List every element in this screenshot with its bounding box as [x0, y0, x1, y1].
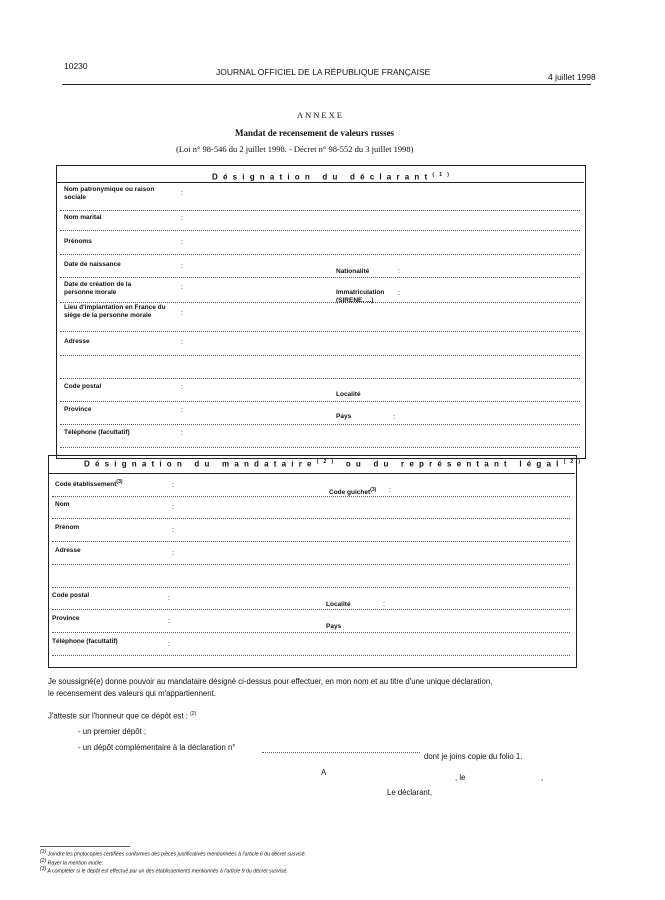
- colon: :: [172, 550, 174, 557]
- label-nom: Nom patronymique ou raison sociale: [64, 186, 155, 201]
- mandataire-heading-rule: [49, 473, 575, 474]
- date-label: , le: [455, 773, 466, 782]
- field-line-code-postal-mandataire[interactable]: [52, 609, 570, 610]
- label-prenoms: Prénoms: [64, 238, 92, 245]
- footnote-1: $^{(1)}$ Joindre les photocopies certifiées conformes des pièces justificatives mentionnées à l'article 6 du décret susvisé.: [40, 849, 307, 858]
- annexe-heading: ANNEXE: [297, 110, 344, 120]
- colon: :: [168, 618, 170, 625]
- colon: :: [168, 595, 170, 602]
- publication-date: 4 juillet 1998: [548, 72, 596, 82]
- footnote-rule: [40, 846, 130, 847]
- date-separator: ,: [541, 773, 544, 782]
- colon: :: [181, 339, 183, 346]
- colon: :: [383, 601, 385, 608]
- label-prenom-mandataire: Prénom: [55, 524, 80, 531]
- colon: :: [398, 290, 400, 297]
- colon: :: [181, 284, 183, 291]
- field-line-creation[interactable]: [60, 302, 580, 303]
- label-code-postal: Code postal: [64, 383, 102, 390]
- mandate-statement-line1: Je soussigné(e) donne pouvoir au mandataire désigné ci-dessus pour effectuer, en mon nom et au titre d'une unique déclaration,: [48, 677, 493, 686]
- colon: :: [168, 641, 170, 648]
- label-adresse: Adresse: [64, 338, 90, 345]
- field-line-prenom-mandataire[interactable]: [52, 541, 570, 542]
- field-line-adresse-2[interactable]: [60, 378, 580, 379]
- label-creation: Date de création de la personne morale: [64, 281, 132, 296]
- declarant-heading: Désignation du déclarant$^{(1)}$: [212, 172, 455, 182]
- colon: :: [181, 430, 183, 437]
- label-pays-mandataire: Pays: [326, 623, 342, 630]
- field-line-naissance[interactable]: [60, 277, 580, 278]
- label-code-guichet: Code guichet$^{(3)}$: [329, 487, 377, 497]
- label-province: Province: [64, 406, 92, 413]
- field-line-code-etablissement[interactable]: [52, 496, 570, 497]
- field-line-adresse-1[interactable]: [60, 355, 580, 356]
- mandate-statement-line2: le recensement des valeurs qui m'appartiennent.: [48, 689, 216, 698]
- label-localite-mandataire: Localité: [326, 601, 351, 608]
- field-line-adresse-mandataire-2[interactable]: [52, 587, 570, 588]
- colon: :: [181, 215, 183, 222]
- signature-label: Le déclarant,: [387, 788, 433, 797]
- field-line-nom[interactable]: [60, 210, 580, 211]
- colon: :: [393, 414, 395, 421]
- label-telephone-mandataire: Téléphone (facultatif): [52, 638, 118, 645]
- annexe-reference: (Loi n° 98-546 du 2 juillet 1998. - Décret n° 98-552 du 3 juillet 1998): [176, 144, 414, 154]
- mandataire-form: [48, 455, 577, 668]
- annexe-title: Mandat de recensement de valeurs russes: [235, 128, 395, 138]
- colon: :: [172, 482, 174, 489]
- page-number: 10230: [64, 61, 88, 71]
- field-line-prenoms[interactable]: [60, 254, 580, 255]
- folio-note: dont je joins copie du folio 1.: [424, 752, 523, 761]
- label-code-etablissement: Code établissement$^{(3)}$: [55, 479, 123, 489]
- label-nom-marital: Nom marital: [64, 214, 102, 221]
- field-line-province-mandataire[interactable]: [52, 632, 570, 633]
- field-line-nom-mandataire[interactable]: [52, 518, 570, 519]
- field-line-telephone-mandataire[interactable]: [52, 655, 570, 656]
- field-line-nom-marital[interactable]: [60, 230, 580, 231]
- colon: :: [172, 527, 174, 534]
- label-nationalite: Nationalité: [336, 268, 370, 275]
- colon: :: [181, 239, 183, 246]
- field-line-declaration-number[interactable]: [262, 752, 420, 753]
- journal-title: JOURNAL OFFICIEL DE LA RÉPUBLIQUE FRANÇAISE: [216, 67, 431, 77]
- field-line-telephone[interactable]: [60, 447, 580, 448]
- mandataire-heading: Désignation du mandataire$^{(2)}$ ou du représentant légal$^{(2)}$: [84, 459, 586, 469]
- colon: :: [181, 263, 183, 270]
- label-code-postal-mandataire: Code postal: [52, 592, 90, 599]
- colon: :: [181, 407, 183, 414]
- colon: :: [181, 310, 183, 317]
- label-telephone: Téléphone (facultatif): [64, 429, 130, 436]
- option-complementary-deposit[interactable]: - un dépôt complémentaire à la déclaration n°: [78, 743, 236, 752]
- colon: :: [181, 190, 183, 197]
- option-first-deposit[interactable]: - un premier dépôt ;: [78, 727, 147, 736]
- colon: :: [398, 268, 400, 275]
- declarant-heading-rule: [57, 182, 584, 183]
- footnote-2: $^{(2)}$ Rayer la mention inutile.: [40, 858, 104, 867]
- place-label: A: [321, 768, 327, 777]
- field-line-code-postal[interactable]: [60, 401, 580, 402]
- label-immatriculation: Immatriculation (SIRENE, ...): [336, 289, 385, 304]
- field-line-adresse-mandataire-1[interactable]: [52, 564, 570, 565]
- label-localite: Localité: [336, 391, 361, 398]
- label-adresse-mandataire: Adresse: [55, 547, 81, 554]
- field-line-implantation[interactable]: [60, 331, 580, 332]
- footnote-3: $^{(3)}$ A compléter si le dépôt est effectué par un des établissements mentionnés à l'article 9 du décret susvisé.: [40, 866, 288, 875]
- attestation: J'atteste sur l'honneur que ce dépôt est : $^{(2)}$: [48, 711, 197, 721]
- colon: :: [389, 487, 391, 494]
- label-pays: Pays: [336, 413, 352, 420]
- colon: :: [172, 504, 174, 511]
- label-nom-mandataire: Nom: [55, 501, 70, 508]
- label-implantation: Lieu d'implantation en France du siège de la personne morale: [64, 304, 166, 319]
- header-rule: [62, 84, 591, 85]
- colon: :: [181, 384, 183, 391]
- label-naissance: Date de naissance: [64, 261, 121, 268]
- label-province-mandataire: Province: [52, 615, 80, 622]
- field-line-province[interactable]: [60, 424, 580, 425]
